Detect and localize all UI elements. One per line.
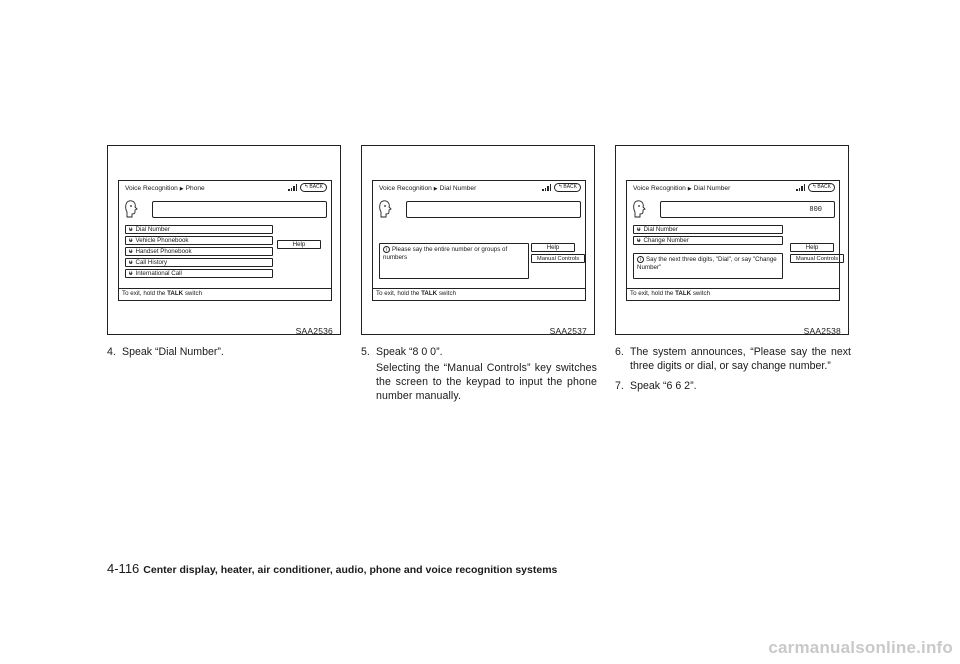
help-button[interactable]: Help	[790, 243, 834, 252]
breadcrumb: Voice Recognition ▶ Dial Number	[633, 185, 731, 192]
figure-dial-number	[361, 145, 595, 335]
number-entry-field: 800	[660, 201, 835, 218]
voice-command-icon: ᵾ	[637, 237, 641, 244]
voice-recognition-screen	[626, 180, 840, 301]
page-number: 4-116	[107, 561, 140, 576]
signal-strength-icon	[542, 184, 551, 191]
status-bar	[288, 183, 327, 192]
status-bar	[542, 183, 581, 192]
section-title: Center display, heater, air conditioner, audio, phone and voice recognition systems	[143, 564, 558, 576]
list-item-vehicle-phonebook[interactable]: ᵾ Vehicle Phonebook	[125, 236, 273, 245]
return-arrow-icon: ↰	[304, 184, 309, 190]
command-list	[125, 225, 273, 280]
back-button[interactable]: ↰ BACK	[808, 183, 835, 192]
voice-command-icon: ᵾ	[129, 226, 133, 233]
info-icon: i	[383, 246, 390, 253]
help-button[interactable]: Help	[277, 240, 321, 249]
exit-instruction: To exit, hold the TALK switch	[373, 288, 585, 300]
number-entry-field	[152, 201, 327, 218]
step-5: 5. Speak “8 0 0”.	[361, 346, 443, 358]
exit-instruction: To exit, hold the TALK switch	[627, 288, 839, 300]
list-item-dial-number[interactable]: ᵾ Dial Number	[125, 225, 273, 234]
info-icon: i	[637, 256, 644, 263]
figure-phone-menu	[107, 145, 341, 335]
step-7: 7. Speak “6 6 2”.	[615, 380, 697, 392]
voice-speaker-icon	[633, 199, 647, 219]
back-button[interactable]: ↰ BACK	[300, 183, 327, 192]
voice-command-icon: ᵾ	[637, 226, 641, 233]
watermark: carmanualsonline.info	[768, 638, 953, 657]
help-button[interactable]: Help	[531, 243, 575, 252]
list-item-handset-phonebook[interactable]: ᵾ Handset Phonebook	[125, 247, 273, 256]
text-column-1	[107, 345, 343, 365]
page-footer	[107, 561, 557, 576]
triangle-right-icon: ▶	[433, 186, 438, 192]
number-entry-field	[406, 201, 581, 218]
voice-speaker-icon	[125, 199, 139, 219]
voice-command-icon: ᵾ	[129, 237, 133, 244]
return-arrow-icon: ↰	[812, 184, 817, 190]
status-bar	[796, 183, 835, 192]
prompt-box: i Please say the entire number or groups of numbers	[379, 243, 529, 279]
step-5-detail: Selecting the “Manual Controls” key switches the screen to the keypad to input the phone number manually.	[376, 362, 597, 402]
figure-code: SAA2537	[549, 326, 587, 336]
prompt-box: i Say the next three digits, "Dial", or say "Change Number"	[633, 253, 783, 279]
voice-recognition-screen	[118, 180, 332, 301]
command-list	[633, 225, 781, 247]
triangle-right-icon: ▶	[687, 186, 692, 192]
voice-recognition-screen	[372, 180, 586, 301]
voice-command-icon: ᵾ	[129, 259, 133, 266]
list-item-international-call[interactable]: ᵾ International Call	[125, 269, 273, 278]
exit-instruction: To exit, hold the TALK switch	[119, 288, 331, 300]
step-4: 4. Speak “Dial Number”.	[107, 346, 224, 358]
text-column-2	[361, 345, 597, 403]
manual-controls-button[interactable]: Manual Controls	[531, 254, 585, 263]
voice-command-icon: ᵾ	[129, 248, 133, 255]
breadcrumb: Voice Recognition ▶ Phone	[125, 185, 205, 192]
list-item-call-history[interactable]: ᵾ Call History	[125, 258, 273, 267]
return-arrow-icon: ↰	[558, 184, 563, 190]
voice-command-icon: ᵾ	[129, 270, 133, 277]
figure-dial-number-800	[615, 145, 849, 335]
step-6: 6. The system announces, “Please say the next three digits or dial, or say change number.”	[615, 346, 851, 372]
manual-controls-button[interactable]: Manual Controls	[790, 254, 844, 263]
voice-speaker-icon	[379, 199, 393, 219]
list-item-change-number[interactable]: ᵾ Change Number	[633, 236, 783, 245]
back-button[interactable]: ↰ BACK	[554, 183, 581, 192]
breadcrumb: Voice Recognition ▶ Dial Number	[379, 185, 477, 192]
list-item-dial-number[interactable]: ᵾ Dial Number	[633, 225, 783, 234]
text-column-3	[615, 345, 851, 399]
signal-strength-icon	[796, 184, 805, 191]
figure-code: SAA2536	[295, 326, 333, 336]
figure-code: SAA2538	[803, 326, 841, 336]
triangle-right-icon: ▶	[179, 186, 184, 192]
signal-strength-icon	[288, 184, 297, 191]
